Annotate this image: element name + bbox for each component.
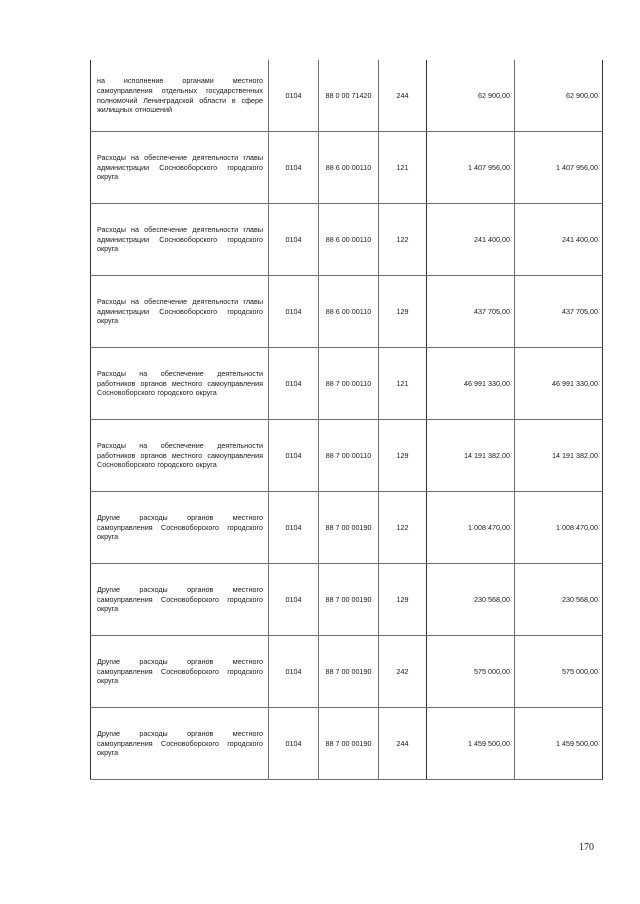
table-row	[91, 564, 603, 636]
amount-cell: 575 000,00	[515, 636, 603, 708]
amount-cell: 46 991 330,00	[427, 348, 515, 420]
expense-name-cell: Другие расходы органов местного самоуправления Сосновоборского городского округа	[91, 492, 269, 564]
table-row	[91, 348, 603, 420]
section-code-cell: 0104	[269, 348, 319, 420]
expense-name-cell: Расходы на обеспечение деятельности главы администрации Сосновоборского городского округа	[91, 276, 269, 348]
amount-cell: 575 000,00	[427, 636, 515, 708]
expense-name-cell: Другие расходы органов местного самоуправления Сосновоборского городского округа	[91, 564, 269, 636]
expense-name-cell: Расходы на обеспечение деятельности главы администрации Сосновоборского городского округа	[91, 204, 269, 276]
table-row	[91, 60, 603, 132]
table-row	[91, 204, 603, 276]
table-row	[91, 708, 603, 780]
target-article-cell: 88 7 00 00110	[319, 348, 379, 420]
expense-name-cell: на исполнение органами местного самоуправления отдельных государственных полномочий Ленинградской области в сфере жилищных отношений	[91, 60, 269, 132]
expense-name-cell: Другие расходы органов местного самоуправления Сосновоборского городского округа	[91, 636, 269, 708]
section-code-cell: 0104	[269, 492, 319, 564]
expense-name-cell: Расходы на обеспечение деятельности работников органов местного самоуправления Сосновоборского городского округа	[91, 348, 269, 420]
target-article-cell: 88 6 00 00110	[319, 132, 379, 204]
amount-cell: 1 407 956,00	[427, 132, 515, 204]
target-article-cell: 88 7 00 00190	[319, 708, 379, 780]
amount-cell: 437 705,00	[427, 276, 515, 348]
amount-cell: 62 900,00	[515, 60, 603, 132]
target-article-cell: 88 0 00 71420	[319, 60, 379, 132]
expense-name-cell: Расходы на обеспечение деятельности главы администрации Сосновоборского городского округа	[91, 132, 269, 204]
amount-cell: 46 991 330,00	[515, 348, 603, 420]
expense-type-cell: 244	[379, 708, 427, 780]
table-row	[91, 132, 603, 204]
expense-type-cell: 129	[379, 276, 427, 348]
amount-cell: 230 568,00	[427, 564, 515, 636]
target-article-cell: 88 7 00 00190	[319, 564, 379, 636]
budget-table-body	[91, 60, 603, 780]
target-article-cell: 88 7 00 00190	[319, 492, 379, 564]
expense-type-cell: 121	[379, 348, 427, 420]
section-code-cell: 0104	[269, 420, 319, 492]
page-number: 170	[579, 842, 594, 853]
amount-cell: 1 008 470,00	[427, 492, 515, 564]
expense-type-cell: 129	[379, 420, 427, 492]
expense-type-cell: 122	[379, 492, 427, 564]
expense-type-cell: 242	[379, 636, 427, 708]
expense-type-cell: 122	[379, 204, 427, 276]
target-article-cell: 88 6 00 00110	[319, 204, 379, 276]
amount-cell: 230 568,00	[515, 564, 603, 636]
expense-type-cell: 121	[379, 132, 427, 204]
amount-cell: 62 900,00	[427, 60, 515, 132]
budget-table	[90, 60, 603, 780]
amount-cell: 14 191 382,00	[427, 420, 515, 492]
target-article-cell: 88 7 00 00110	[319, 420, 379, 492]
table-row	[91, 636, 603, 708]
section-code-cell: 0104	[269, 636, 319, 708]
section-code-cell: 0104	[269, 60, 319, 132]
amount-cell: 1 459 500,00	[515, 708, 603, 780]
amount-cell: 1 407 956,00	[515, 132, 603, 204]
section-code-cell: 0104	[269, 132, 319, 204]
section-code-cell: 0104	[269, 276, 319, 348]
target-article-cell: 88 6 00 00110	[319, 276, 379, 348]
amount-cell: 14 191 382,00	[515, 420, 603, 492]
expense-type-cell: 244	[379, 60, 427, 132]
section-code-cell: 0104	[269, 564, 319, 636]
amount-cell: 241 400,00	[515, 204, 603, 276]
section-code-cell: 0104	[269, 708, 319, 780]
section-code-cell: 0104	[269, 204, 319, 276]
table-row	[91, 492, 603, 564]
amount-cell: 1 008 470,00	[515, 492, 603, 564]
table-row	[91, 276, 603, 348]
table-row	[91, 420, 603, 492]
target-article-cell: 88 7 00 00190	[319, 636, 379, 708]
expense-name-cell: Расходы на обеспечение деятельности работников органов местного самоуправления Сосновоборского городского округа	[91, 420, 269, 492]
amount-cell: 437 705,00	[515, 276, 603, 348]
expense-type-cell: 129	[379, 564, 427, 636]
amount-cell: 1 459 500,00	[427, 708, 515, 780]
amount-cell: 241 400,00	[427, 204, 515, 276]
expense-name-cell: Другие расходы органов местного самоуправления Сосновоборского городского округа	[91, 708, 269, 780]
